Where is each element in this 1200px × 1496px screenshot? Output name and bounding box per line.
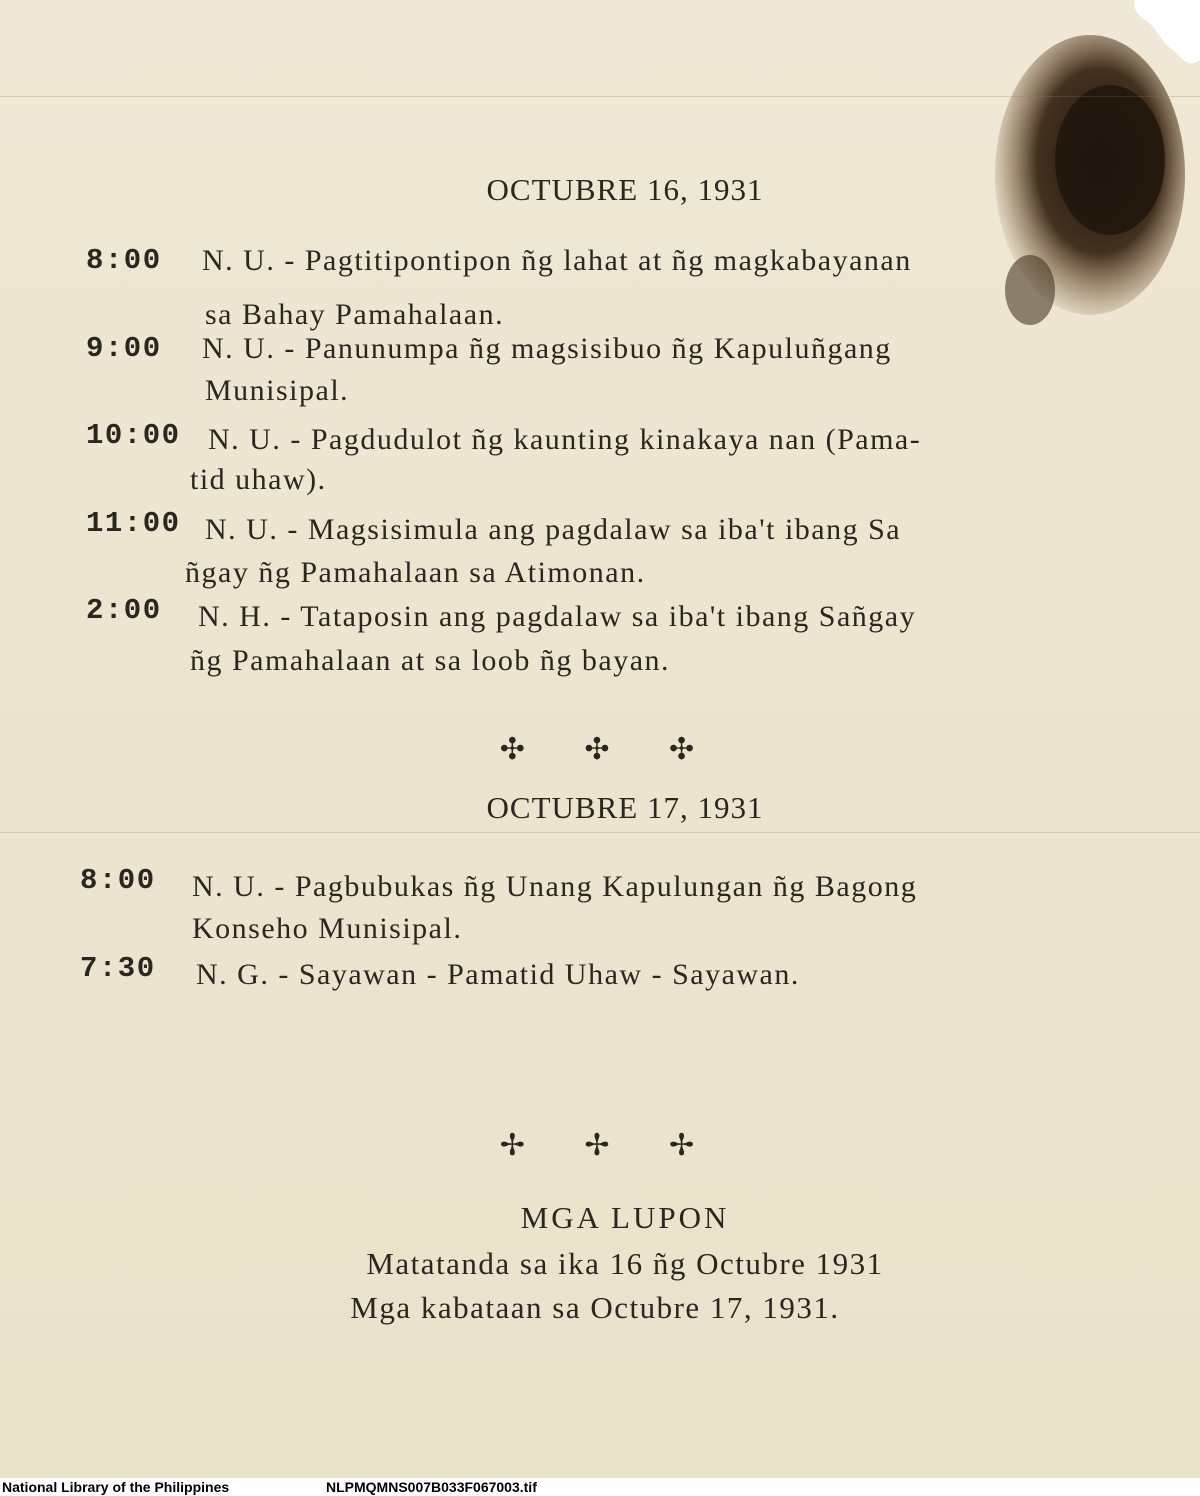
item-continuation: Konseho Munisipal.	[192, 912, 463, 945]
item-text: N. G. - Sayawan - Pamatid Uhaw - Sayawan.	[196, 958, 800, 991]
item-time: 11:00	[86, 507, 181, 540]
item-text: N. U. - Panunumpa ñg magsisibuo ñg Kapuluñgang	[202, 332, 892, 365]
item-continuation: ñgay ñg Pamahalaan sa Atimonan.	[185, 556, 646, 589]
item-time: 10:00	[86, 419, 181, 452]
item-time: 7:30	[80, 952, 156, 985]
archive-footer	[0, 1478, 1200, 1496]
item-text: N. U. - Pagdudulot ñg kaunting kinakaya nan (Pama-	[208, 423, 922, 456]
item-continuation: sa Bahay Pamahalaan.	[205, 298, 505, 331]
item-time: 9:00	[86, 332, 162, 365]
item-continuation: tid uhaw).	[190, 463, 327, 496]
burn-mark	[960, 0, 1200, 340]
fold-crease	[0, 96, 1200, 97]
ornament-divider: ✢ ✢ ✢	[499, 1129, 721, 1162]
closing-line-2: Mga kabataan sa Octubre 17, 1931.	[350, 1290, 840, 1325]
item-text: N. U. - Magsisimula ang pagdalaw sa iba't ibang Sa	[205, 513, 902, 546]
day1-heading: OCTUBRE 16, 1931	[486, 172, 764, 207]
ornament-divider: ✣ ✣ ✣	[499, 733, 721, 766]
item-text: N. U. - Pagtitipontipon ñg lahat at ñg magkabayanan	[202, 244, 912, 277]
item-text: N. H. - Tataposin ang pagdalaw sa iba't ibang Sañgay	[198, 600, 917, 633]
item-time: 8:00	[80, 864, 156, 897]
fold-crease	[0, 832, 1200, 833]
footer-filename: NLPMQMNS007B033F067003.tif	[326, 1479, 537, 1495]
day2-heading: OCTUBRE 17, 1931	[486, 790, 764, 825]
footer-institution: National Library of the Philippines	[2, 1479, 230, 1495]
item-time: 2:00	[86, 594, 162, 627]
closing-line-1: Matatanda sa ika 16 ñg Octubre 1931	[366, 1246, 884, 1281]
item-continuation: ñg Pamahalaan at sa loob ñg bayan.	[190, 644, 671, 677]
item-continuation: Munisipal.	[205, 374, 350, 407]
closing-title: MGA LUPON	[520, 1200, 730, 1235]
item-text: N. U. - Pagbubukas ñg Unang Kapulungan ñg Bagong	[192, 870, 918, 903]
item-time: 8:00	[86, 244, 162, 277]
